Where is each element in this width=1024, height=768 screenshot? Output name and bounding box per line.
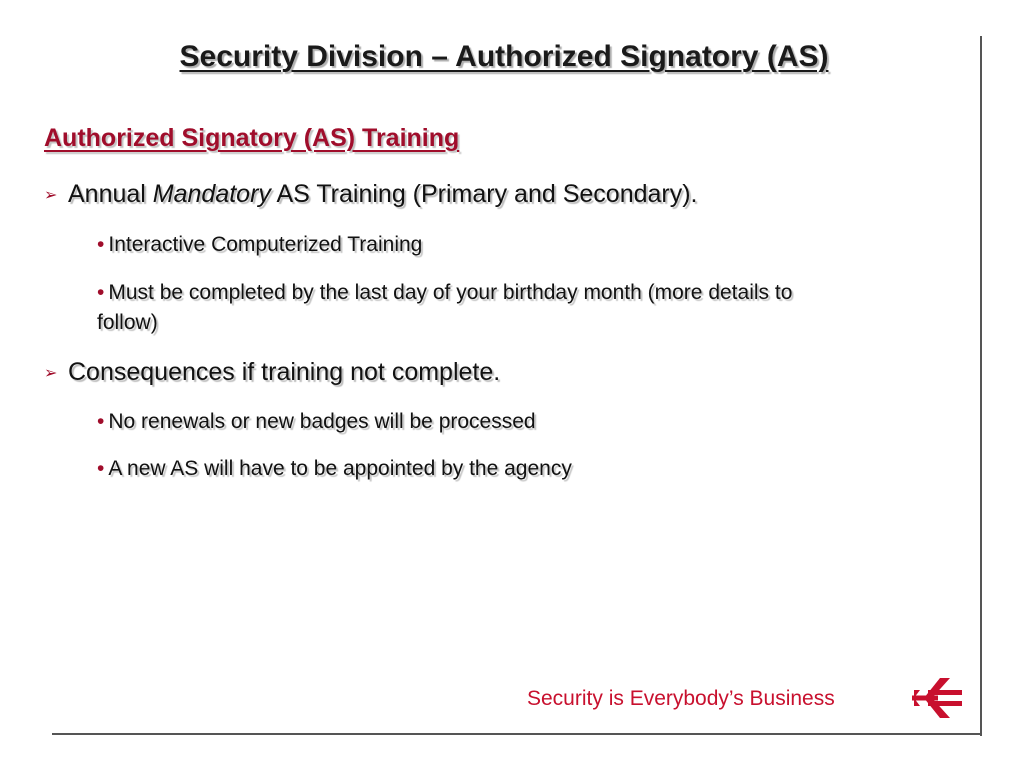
right-border-line <box>980 36 982 736</box>
footer-slogan: Security is Everybody’s Business <box>527 687 835 710</box>
sub-point-text: Must be completed by the last day of your birthday month (more details to follow) <box>97 281 793 334</box>
bullet-point-annual-training <box>44 180 698 209</box>
bottom-border-line <box>52 733 982 735</box>
sub-point-no-renewals <box>97 407 857 437</box>
sub-point-text: No renewals or new badges will be processed <box>108 410 536 433</box>
sub-point-birthday-deadline <box>97 278 857 338</box>
sub-point-text: A new AS will have to be appointed by the agency <box>108 457 572 480</box>
point-prefix: Annual <box>68 180 153 208</box>
arrow-bullet-icon: ➢ <box>44 186 58 204</box>
arrow-bullet-icon: ➢ <box>44 364 58 382</box>
bullet-icon: • <box>97 233 105 256</box>
airport-authority-logo-icon <box>910 676 964 720</box>
bullet-icon: • <box>97 457 105 480</box>
point-suffix: AS Training (Primary and Secondary). <box>270 180 698 208</box>
point-emphasis: Mandatory <box>152 180 271 208</box>
sub-point-new-as <box>97 454 857 484</box>
sub-point-interactive-training <box>97 230 857 260</box>
bullet-icon: • <box>97 281 105 304</box>
sub-point-text: Interactive Computerized Training <box>108 233 423 256</box>
bullet-point-consequences <box>44 358 500 387</box>
slide-title: Security Division – Authorized Signatory (AS) <box>179 40 829 73</box>
bullet-icon: • <box>97 410 105 433</box>
point-text: Consequences if training not complete. <box>68 358 501 386</box>
section-heading: Authorized Signatory (AS) Training <box>44 124 460 152</box>
